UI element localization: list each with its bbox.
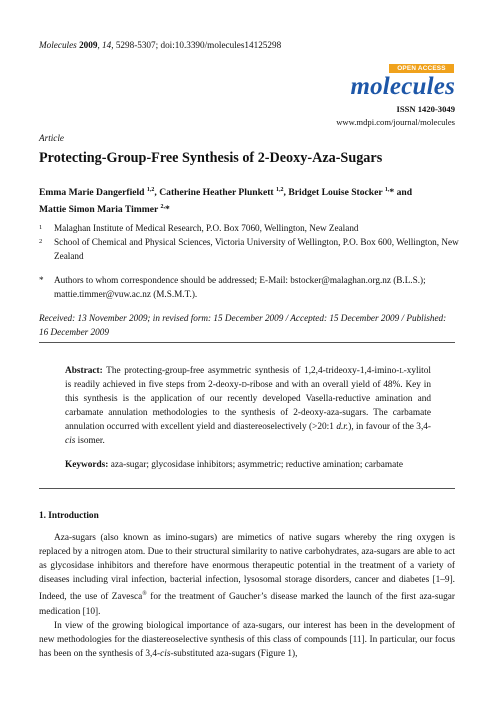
journal-url[interactable]: www.mdpi.com/journal/molecules — [336, 117, 455, 127]
open-access-badge: OPEN ACCESS — [389, 64, 454, 73]
citation-line: Molecules 2009, 14, 5298-5307; doi:10.3390/molecules14125298 — [39, 40, 282, 50]
keywords-text: aza-sugar; glycosidase inhibitors; asymmetric; reductive amination; carbamate — [108, 460, 403, 470]
author-affiliation: 2, — [160, 204, 166, 211]
affiliation-2 — [39, 235, 459, 263]
paragraph: Aza-sugars (also known as imino-sugars) are mimetics of native sugars whereby the ring oxygen is replaced by a nitrogen atom. Due to their structural similarity to native carbohydrates, aza-sugars are able to act as glycosidase inhibitors and therefore have enormous therapeutic potential in the treatment of a variety of diseases including viral infection, bacterial infection, lysosomal storage disorders, cancer and diabetes [1–9]. Indeed, the use of Zavesca® for the treatment of Gaucher’s disease marked the launch of the first aza-sugar medication [10]. — [39, 533, 455, 617]
abstract: Abstract: The protecting-group-free asymmetric synthesis of 1,2,4-trideoxy-1,4-imino-l-xylitol is readily achieved in five steps from 2-deoxy-d-ribose and with an overall yield of 48%. Key in this synthesis is the application of our recently developed Vasella-reductive amination and carbamate annulation methodologies to the synthesis of 2-deoxy-aza-sugars. The carbamate annulation occurred with excellent yield and diastereoselectively (>20:1 d.r.), in favour of the 3,4-cis isomer. — [65, 366, 432, 447]
affiliation-text: School of Chemical and Physical Sciences, Victoria University of Wellington, P.O. Box 600, Wellington, New Zealand — [54, 237, 459, 261]
article-title: Protecting-Group-Free Synthesis of 2-Deoxy-Aza-Sugars — [39, 150, 383, 166]
section-heading: 1. Introduction — [39, 511, 99, 521]
paragraph: In view of the growing biological importance of aza-sugars, our interest has been in the development of new methodologies for the diastereoselective synthesis of this class of compounds [11]. In particular, our focus has been on the synthesis of 3,4-cis-substituted aza-sugars (Figure 1), — [39, 620, 455, 659]
journal-logo: molecules — [350, 73, 455, 100]
affiliation-number: 2 — [39, 238, 43, 245]
author-name: Bridget Louise Stocker — [288, 187, 383, 199]
corresponding-star: * — [389, 187, 395, 199]
divider-bottom — [39, 488, 455, 489]
article-history: Received: 13 November 2009; in revised form: 15 December 2009 / Accepted: 15 December 2009 / Published: 16 December 2009 — [39, 313, 447, 337]
correspondence-star: * — [39, 275, 44, 285]
citation-year: 2009 — [79, 40, 98, 50]
author-affiliation: 1, — [384, 187, 390, 193]
affiliation-number: 1 — [39, 224, 43, 231]
article-type: Article — [39, 133, 65, 143]
author-affiliation: 1,2 — [276, 187, 284, 193]
author-list: Emma Marie Dangerfield $^{1,2}$, Catherine Heather Plunkett $^{1,2}$, Bridget Louise Stocker $^{1,}$* and Mattie Simon Maria Timmer $^{2,}$* — [39, 187, 413, 216]
citation-volume: 14 — [102, 40, 112, 50]
author-name: Mattie Simon Maria Timmer — [39, 204, 159, 216]
affiliation-text: Malaghan Institute of Medical Research, P.O. Box 7060, Wellington, New Zealand — [54, 223, 359, 233]
citation-rest: , 5298-5307; doi:10.3390/molecules14125298 — [111, 40, 282, 50]
issn: ISSN 1420-3049 — [396, 104, 455, 114]
author-name: Emma Marie Dangerfield — [39, 187, 145, 199]
author-affiliation: 1,2 — [146, 187, 155, 193]
correspondence-text: Authors to whom correspondence should be addressed; E-Mail: bstocker@malaghan.org.nz (B.L.S.); mattie.timmer@vuw.ac.nz (M.S.M.T.). — [54, 275, 426, 299]
divider-top — [39, 342, 455, 343]
keywords-label: Keywords: — [65, 460, 109, 470]
affiliation-1 — [39, 221, 459, 235]
keywords — [65, 460, 431, 470]
introduction-body — [39, 531, 455, 661]
corresponding-star: * — [165, 204, 170, 216]
citation-journal: Molecules — [39, 40, 77, 50]
abstract-label: Abstract: — [65, 366, 103, 376]
correspondence-note — [39, 273, 459, 301]
author-name: Catherine Heather Plunkett — [159, 187, 274, 199]
